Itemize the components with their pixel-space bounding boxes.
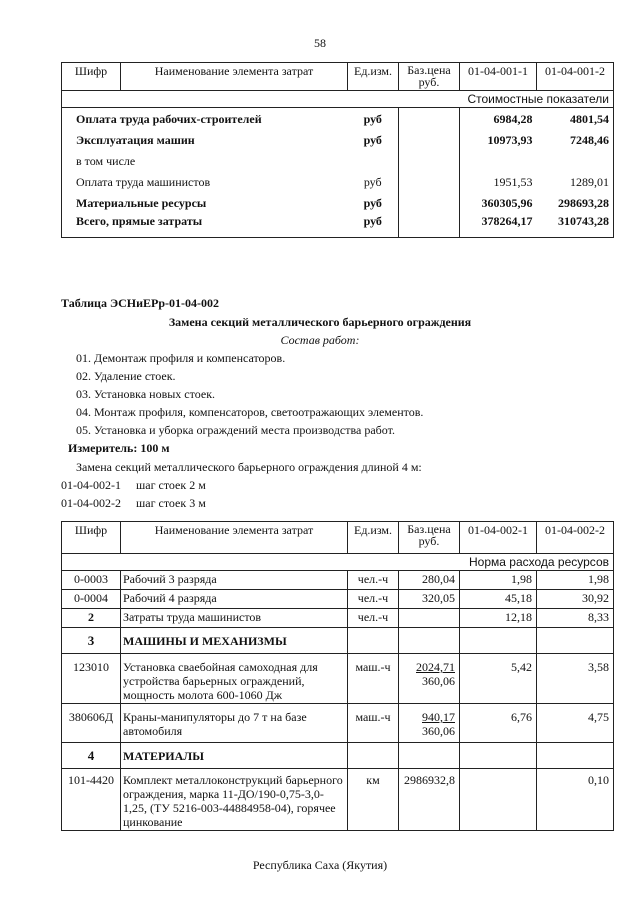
header-col1: 01-04-001-1 [460,63,537,91]
section-title: Замена секций металлического барьерного ограждения [168,315,472,329]
table-row: 101-4420 Комплект металлоконструкций барьерного ограждения, марка 11-ДО/190-0,75-3,0-1,25, (ТУ 5216-003-44884958-04), горячее цинкование км 2986932,8 0,10 [62,769,614,831]
composition-title: Состав работ: [280,333,360,347]
header-base-price: Баз.цена руб. [399,522,460,554]
header-base-price: Баз.цена руб. [399,63,460,91]
page-number: 58 [314,36,326,50]
table-row: Оплата труда рабочих-строителей руб 6984,28 4801,54 [62,108,614,130]
resource-subheader: Норма расхода ресурсов [62,554,614,571]
cost-subheader: Стоимостные показатели [62,91,614,108]
table-row: Всего, прямые затраты руб 378264,17 310743,28 [62,213,614,238]
variant-code: 01-04-002-1 [61,478,121,492]
header-col1: 01-04-002-1 [460,522,537,554]
work-step: 04. Монтаж профиля, компенсаторов, светоотражающих элементов. [76,405,424,419]
table-row: Эксплуатация машин руб 10973,93 7248,46 [62,129,614,150]
header-col2: 01-04-001-2 [537,63,614,91]
table-row: 123010 Установка сваебойная самоходная для устройства барьерных ограждений, мощность молота 600-1060 Дж маш.-ч 2024,71 360,06 5,42 3,58 [62,654,614,704]
variant-text: шаг стоек 3 м [136,496,206,510]
table-row: 4 МАТЕРИАЛЫ [62,743,614,769]
table-row: Оплата труда машинистов руб 1951,53 1289,01 [62,171,614,192]
description: Замена секций металлического барьерного ограждения длиной 4 м: [76,460,422,474]
table-row: в том числе [62,150,614,171]
footer-region: Республика Саха (Якутия) [252,858,388,872]
work-step: 02. Удаление стоек. [76,369,176,383]
header-unit: Ед.изм. [348,63,399,91]
resource-table [61,521,614,831]
table-row: 2 Затраты труда машинистов чел.-ч 12,18 8,33 [62,609,614,628]
cost-rows [62,108,614,238]
work-step: 01. Демонтаж профиля и компенсаторов. [76,351,286,365]
table-row: 0-0004 Рабочий 4 разряда чел.-ч 320,05 45,18 30,92 [62,590,614,609]
table-row: Материальные ресурсы руб 360305,96 298693,28 [62,192,614,213]
measure: Измеритель: 100 м [68,441,170,455]
cost-table [61,62,614,238]
variant-code: 01-04-002-2 [61,496,121,510]
table-row: 3 МАШИНЫ И МЕХАНИЗМЫ [62,628,614,654]
header-code: Шифр [62,63,121,91]
table-label: Таблица ЭСНиЕРр-01-04-002 [61,296,220,310]
table-row: 380606Д Краны-манипуляторы до 7 т на базе автомобиля маш.-ч 940,17 360,06 6,76 4,75 [62,704,614,743]
header-col2: 01-04-002-2 [537,522,614,554]
header-unit: Ед.изм. [348,522,399,554]
work-step: 03. Установка новых стоек. [76,387,216,401]
work-step: 05. Установка и уборка ограждений места производства работ. [76,423,395,437]
table-row: 0-0003 Рабочий 3 разряда чел.-ч 280,04 1,98 1,98 [62,571,614,590]
variant-text: шаг стоек 2 м [136,478,206,492]
header-name: Наименование элемента затрат [121,522,348,554]
header-name: Наименование элемента затрат [121,63,348,91]
header-code: Шифр [62,522,121,554]
